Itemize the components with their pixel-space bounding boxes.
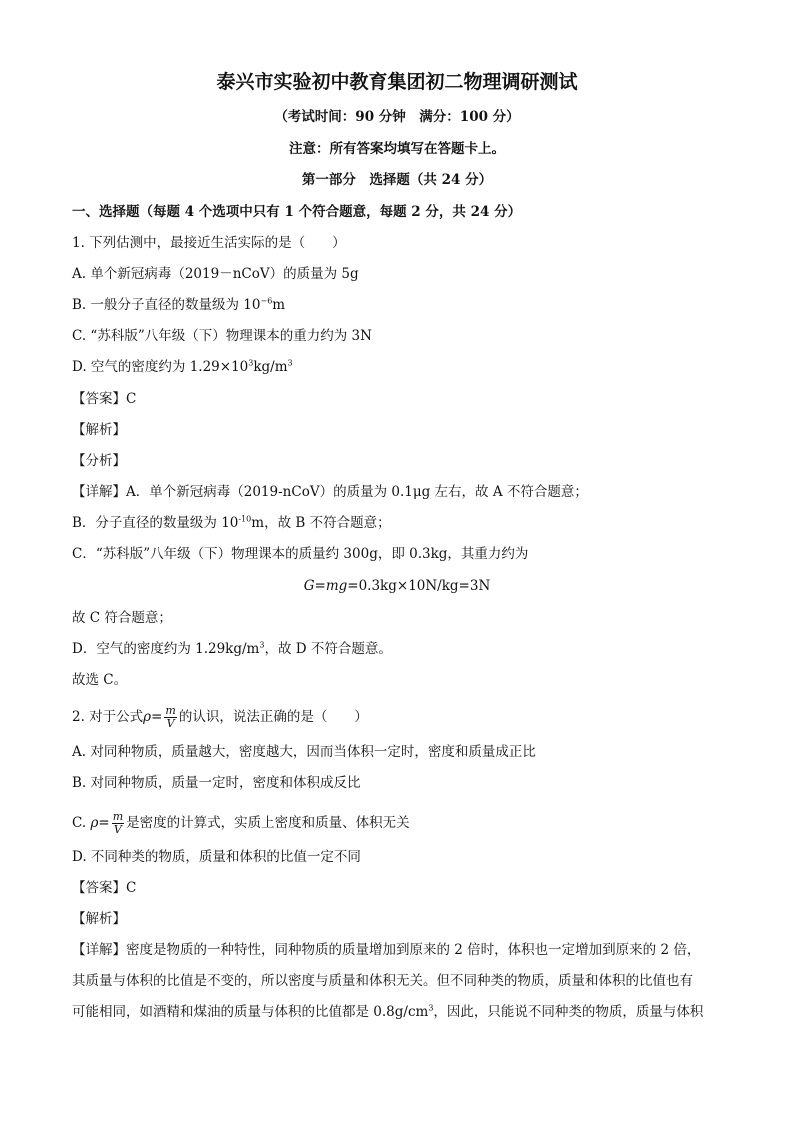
question-1-stem: 1. 下列估测中，最接近生活实际的是（ ） [72,235,346,251]
question-2-option-c [72,811,410,836]
rho-symbol: ρ [143,709,152,725]
question-1-detail-d [72,640,392,658]
question-2-option-d: D. 不同种类的物质，质量和体积的比值一定不同 [72,849,361,865]
detail-b-suffix: m，故 B 不符合题意； [251,515,391,531]
formula-g: G [303,578,315,594]
question-1-conclusion: 故选 C。 [72,672,128,688]
question-1-detail-a [72,483,588,501]
section-title: 一、选择题（每题 4 个选项中只有 1 个符合题意，每题 2 分，共 24 分） [72,204,522,220]
detail-line-3-exponent: 3 [428,1003,434,1013]
formula-mg: mg [325,578,348,594]
question-1-option-d [72,358,293,376]
question-1-answer [72,390,136,408]
fraction-denominator: V [166,717,175,730]
detail-d-text: D．空气的密度约为 1.29kg/m [72,641,260,657]
question-2-analysis-tag: 【解析】 [72,911,126,927]
question-2-stem [72,705,368,730]
question-1-option-c: C. “苏科版”八年级（下）物理课本的重力约为 3N [72,328,372,344]
question-2-answer [72,879,136,897]
question-1-detail-b [72,514,391,532]
question-1-option-a: A. 单个新冠病毒（2019－nCoV）的质量为 5g [72,266,359,282]
option-d-unit: kg/m [253,359,288,375]
question-2-option-b: B. 对同种物质，质量一定时，密度和体积成反比 [72,775,361,791]
answer-tag: 【答案】 [72,880,126,896]
option-b-exponent: −6 [260,296,273,306]
option-c-label: C. [72,815,87,831]
detail-line-3-text: 可能相同，如酒精和煤油的质量与体积的比值都是 0.8g/cm [72,1004,429,1020]
answer-value: C [126,880,137,896]
answer-tag: 【答案】 [72,391,126,407]
exam-info: （考试时间：90 分钟 满分：100 分） [274,109,520,125]
option-d-text: D. 空气的密度约为 1.29×10 [72,359,249,375]
question-2-option-a: A. 对同种物质，质量越大，密度越大，因而当体积一定时，密度和质量成正比 [72,744,536,760]
density-fraction [112,811,124,836]
detail-a-text: A．单个新冠病毒（2019-nCoV）的质量为 0.1μg 左右，故 A 不符合题意； [126,484,588,500]
detail-d-suffix: ，故 D 不符合题意。 [264,641,392,657]
part-title: 第一部分 选择题（共 24 分） [301,172,493,188]
option-d-exponent: 3 [248,358,254,368]
gravity-formula [0,577,794,595]
detail-line-1-text: 密度是物质的一种特性，同种物质的质量增加到原来的 2 倍时，体积也一定增加到原来的 2 倍， [126,942,701,958]
rho-symbol: ρ [90,815,99,831]
fraction-numerator: m [112,810,124,823]
answer-value: C [126,391,137,407]
question-1-detail-c-end: 故 C 符合题意； [72,610,172,626]
question-1-detail-c: C．“苏科版”八年级（下）物理课本的质量约 300g，即 0.3kg，其重力约为 [72,546,529,562]
notice: 注意：所有答案均填写在答题卡上。 [289,141,505,157]
detail-b-exponent: -10 [238,514,252,524]
stem-prefix: 2. 对于公式 [72,709,144,725]
detail-tag: 【详解】 [72,484,126,500]
fraction-numerator: m [165,704,176,717]
option-b-unit: m [272,297,286,313]
page-title: 泰兴市实验初中教育集团初二物理调研测试 [216,71,578,93]
density-fraction [164,705,176,730]
question-1-fenxi-tag: 【分析】 [72,453,126,469]
fraction-denominator: V [113,823,122,836]
equals-sign: = [98,815,110,831]
question-2-detail-line-2: 其质量与体积的比值是不变的，所以密度与质量和体积无关。但不同种类的物质，质量和体积的比值也有 [72,973,693,989]
option-c-text: 是密度的计算式，实质上密度和质量、体积无关 [126,815,410,831]
question-1-option-b [72,296,285,314]
question-2-detail-line-3 [72,1003,703,1021]
formula-rhs: =0.3kg×10N/kg=3N [347,578,491,594]
option-b-text: B. 一般分子直径的数量级为 10 [72,297,261,313]
detail-line-3-suffix: ，因此，只能说不同种类的物质，质量与体积 [433,1004,704,1020]
question-2-detail-line-1 [72,941,700,959]
formula-eq: = [314,578,326,594]
detail-b-text: B．分子直径的数量级为 10 [72,515,239,531]
option-d-unit-exponent: 3 [287,358,293,368]
detail-tag: 【详解】 [72,942,126,958]
equals-sign: = [151,709,163,725]
stem-suffix: 的认识，说法正确的是（ ） [178,709,368,725]
question-1-analysis-tag: 【解析】 [72,422,126,438]
detail-d-exponent: 3 [259,640,265,650]
